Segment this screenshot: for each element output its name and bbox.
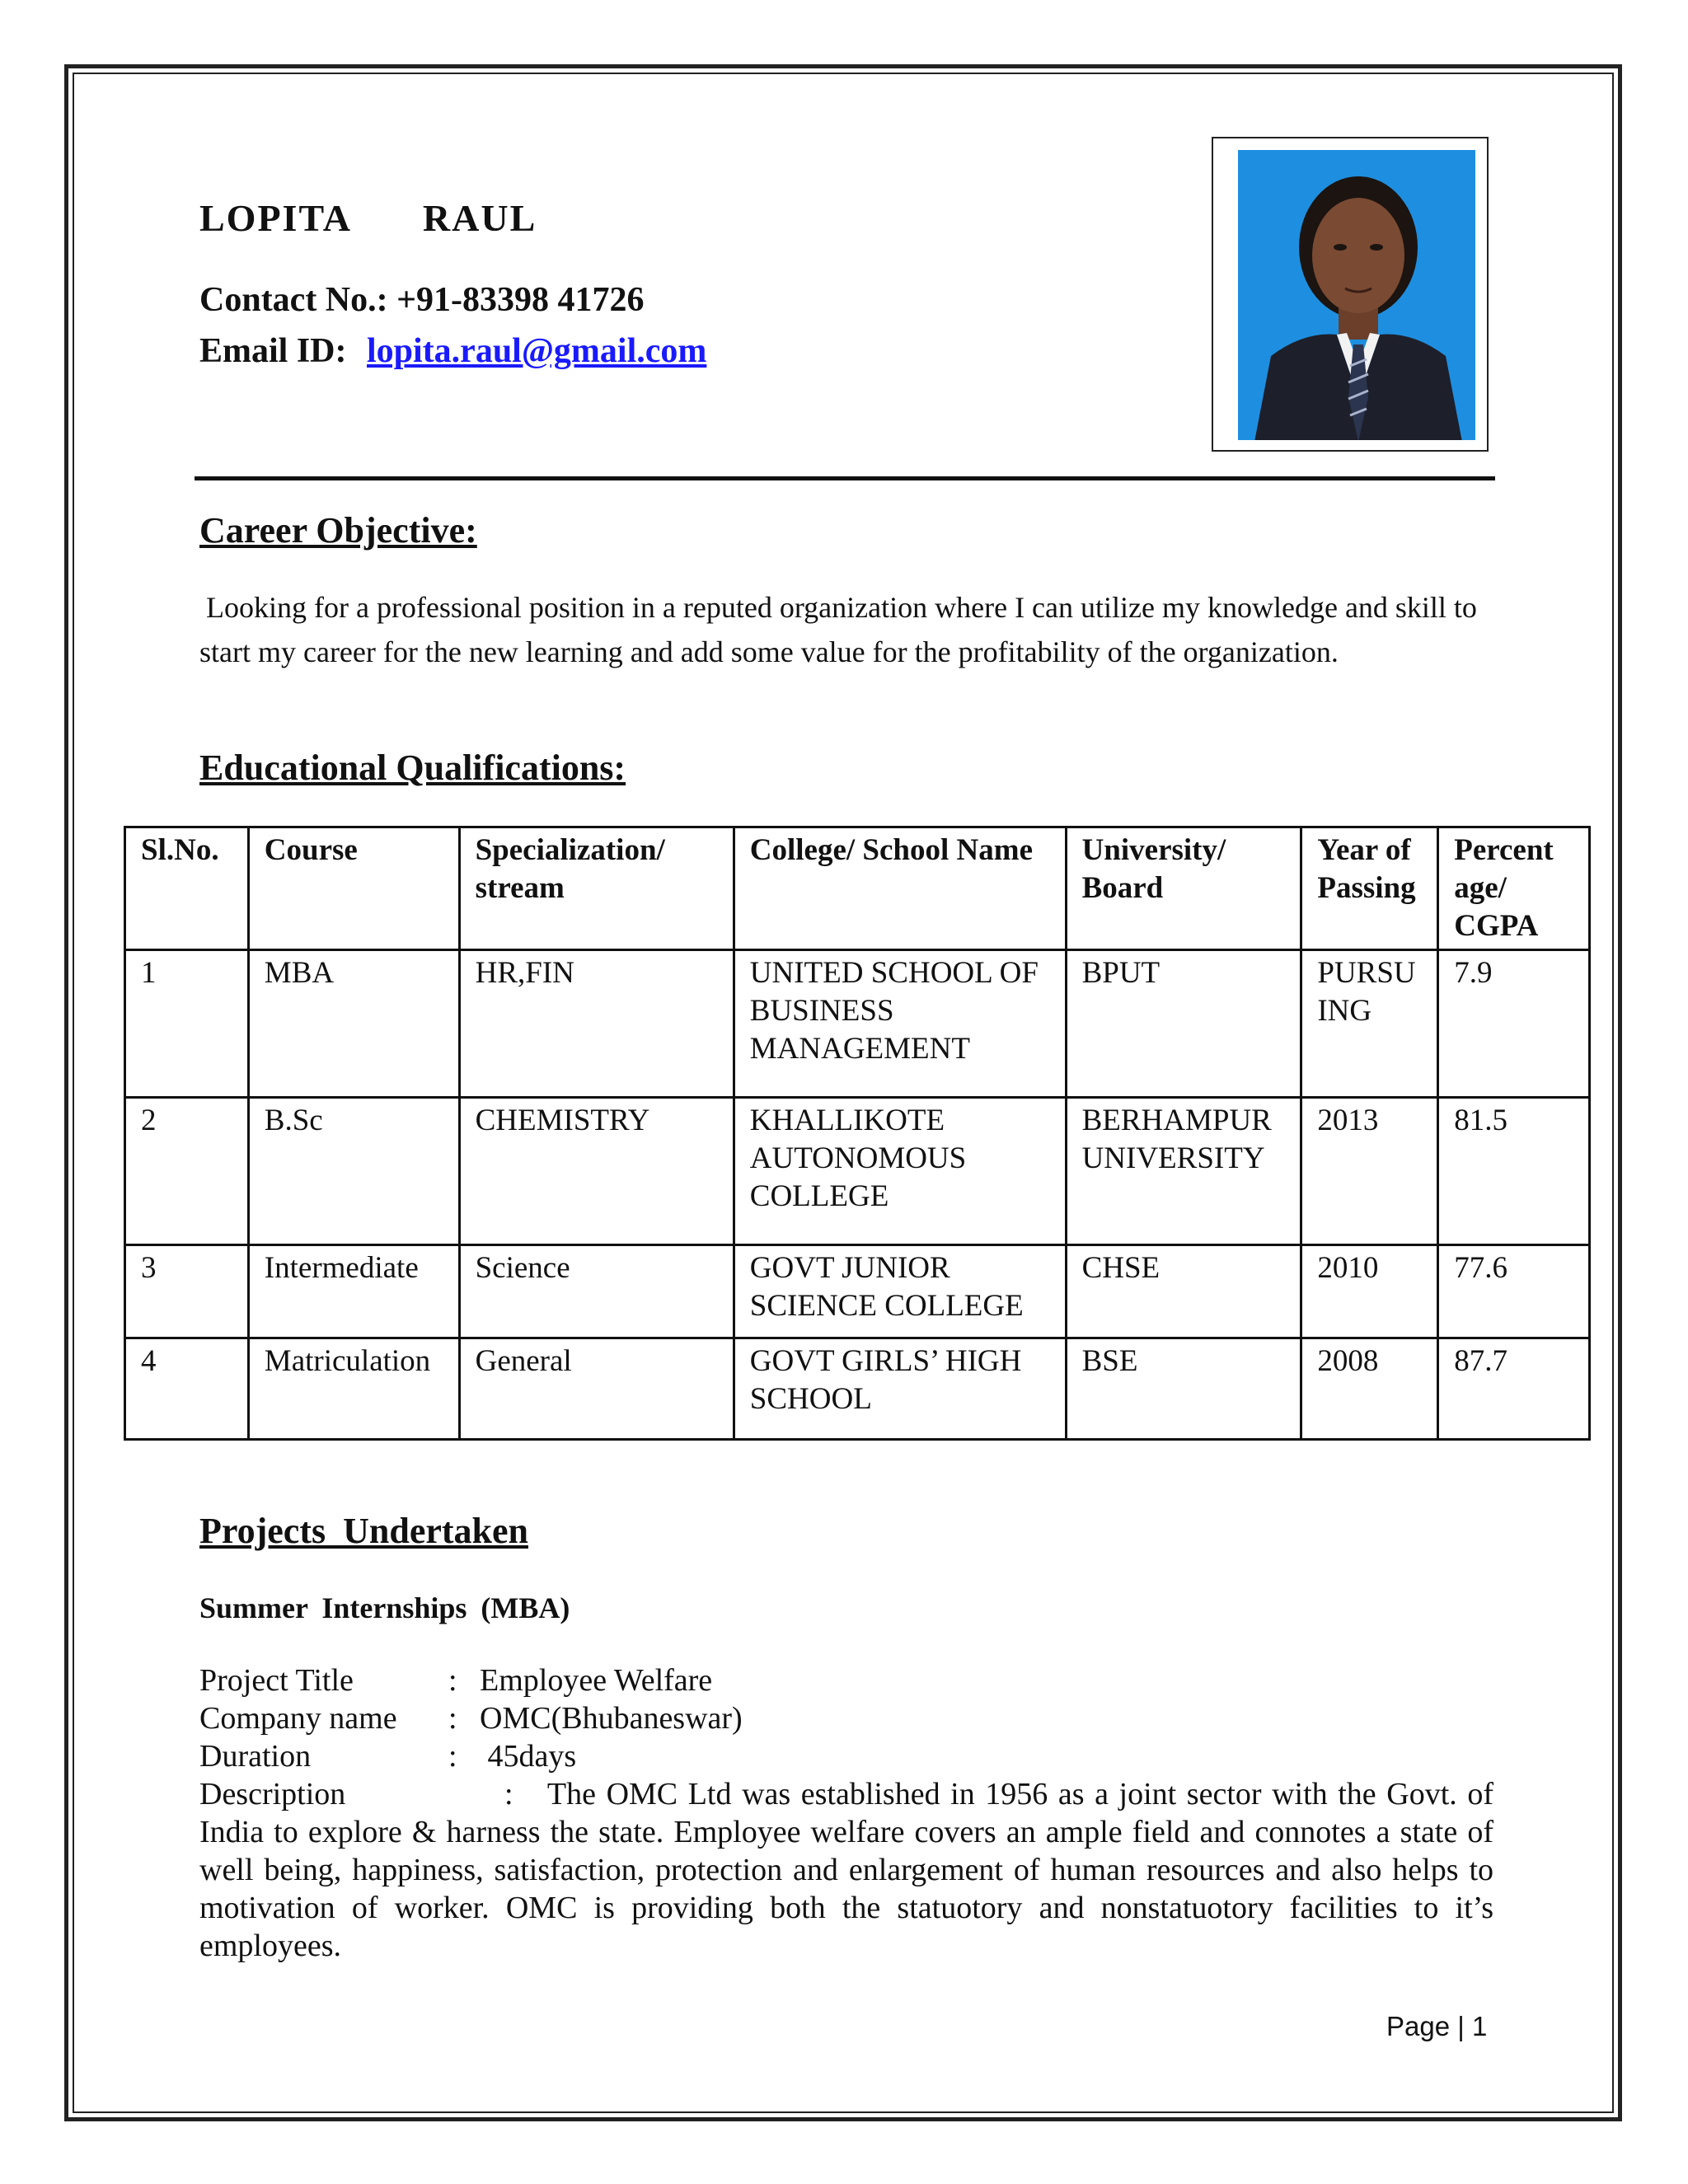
table-cell: UNITED SCHOOL OF BUSINESS MANAGEMENT	[734, 950, 1066, 1098]
table-cell: PURSU ING	[1301, 950, 1438, 1098]
field-value: 45days	[480, 1739, 577, 1774]
column-header: Specialization/ stream	[459, 827, 734, 950]
table-cell: HR,FIN	[459, 950, 734, 1098]
table-cell: 2	[125, 1098, 249, 1245]
candidate-name: LOPITA RAUL	[199, 197, 537, 239]
table-cell: 1	[125, 950, 249, 1098]
table-cell: BPUT	[1066, 950, 1301, 1098]
email-line	[199, 331, 706, 371]
table-cell: 4	[125, 1338, 249, 1440]
table-cell: Science	[459, 1245, 734, 1338]
table-cell: General	[459, 1338, 734, 1440]
column-header: Sl.No.	[125, 827, 249, 950]
column-header: Course	[248, 827, 459, 950]
table-cell: MBA	[248, 950, 459, 1098]
field-label: Duration	[199, 1739, 312, 1774]
table-row	[125, 1098, 1590, 1245]
table-cell: GOVT JUNIOR SCIENCE COLLEGE	[734, 1245, 1066, 1338]
profile-photo-frame	[1212, 137, 1489, 452]
table-cell: 3	[125, 1245, 249, 1338]
projects-heading: Projects Undertaken	[199, 1511, 528, 1551]
table-header-row	[125, 827, 1590, 950]
email-label: Email ID:	[199, 332, 347, 370]
education-heading: Educational Qualifications:	[199, 748, 626, 788]
table-cell: GOVT GIRLS’ HIGH SCHOOL	[734, 1338, 1066, 1440]
email-link[interactable]: lopita.raul@gmail.com	[367, 332, 707, 370]
table-row	[125, 1245, 1590, 1338]
field-value: Employee Welfare	[480, 1663, 713, 1698]
career-objective-heading: Career Objective:	[199, 510, 477, 551]
table-cell: 77.6	[1438, 1245, 1590, 1338]
table-cell: BERHAMPUR UNIVERSITY	[1066, 1098, 1301, 1245]
table-cell: KHALLIKOTE AUTONOMOUS COLLEGE	[734, 1098, 1066, 1245]
table-cell: BSE	[1066, 1338, 1301, 1440]
project-field-duration	[199, 1737, 1493, 1775]
description-separator: :	[504, 1777, 513, 1811]
table-cell: CHEMISTRY	[459, 1098, 734, 1245]
table-cell: Intermediate	[248, 1245, 459, 1338]
field-label: Project Title	[199, 1663, 354, 1698]
profile-photo	[1238, 150, 1475, 440]
table-row	[125, 950, 1590, 1098]
description-label: Description	[199, 1777, 346, 1811]
table-row	[125, 1338, 1590, 1440]
column-header: Percent age/ CGPA	[1438, 827, 1590, 950]
table-cell: 2013	[1301, 1098, 1438, 1245]
table-cell: 81.5	[1438, 1098, 1590, 1245]
field-separator: :	[448, 1701, 457, 1736]
internship-subheading: Summer Internships (MBA)	[199, 1591, 570, 1624]
table-cell: 87.7	[1438, 1338, 1590, 1440]
column-header: Year of Passing	[1301, 827, 1438, 950]
table-cell: Matriculation	[248, 1338, 459, 1440]
contact-value: +91-83398 41726	[396, 281, 645, 319]
field-separator: :	[448, 1739, 457, 1774]
project-field-company	[199, 1699, 1493, 1737]
column-header: College/ School Name	[734, 827, 1066, 950]
education-table	[124, 826, 1591, 1441]
field-value: OMC(Bhubaneswar)	[480, 1701, 743, 1736]
project-field-title	[199, 1661, 1493, 1699]
table-cell: 2008	[1301, 1338, 1438, 1440]
description-text: The OMC Ltd was established in 1956 as a joint sector with the Govt. of India to explore & harness the state. Employee welfare covers an ample field and connotes a state of well being, happiness, satisfaction, protection and enlargement of human resources and also helps to motivation of worker. OMC is providing both the statuotory and nonstatuotory facilities to it’s employees.	[199, 1777, 1493, 1963]
field-label: Company name	[199, 1701, 397, 1736]
table-cell: CHSE	[1066, 1245, 1301, 1338]
field-separator: :	[448, 1663, 457, 1698]
column-header: University/ Board	[1066, 827, 1301, 950]
contact-line	[199, 280, 645, 320]
project-description	[199, 1775, 1493, 1965]
career-objective-text: Looking for a professional position in a reputed organization where I can utilize my knowledge and skill to start my career for the new learning and add some value for the profitability of the organization.	[199, 591, 1477, 668]
header-divider	[195, 476, 1495, 480]
page-number: Page | 1	[1386, 2011, 1488, 2041]
table-cell: B.Sc	[248, 1098, 459, 1245]
table-cell: 7.9	[1438, 950, 1590, 1098]
contact-label: Contact No.:	[199, 281, 388, 319]
table-cell: 2010	[1301, 1245, 1438, 1338]
